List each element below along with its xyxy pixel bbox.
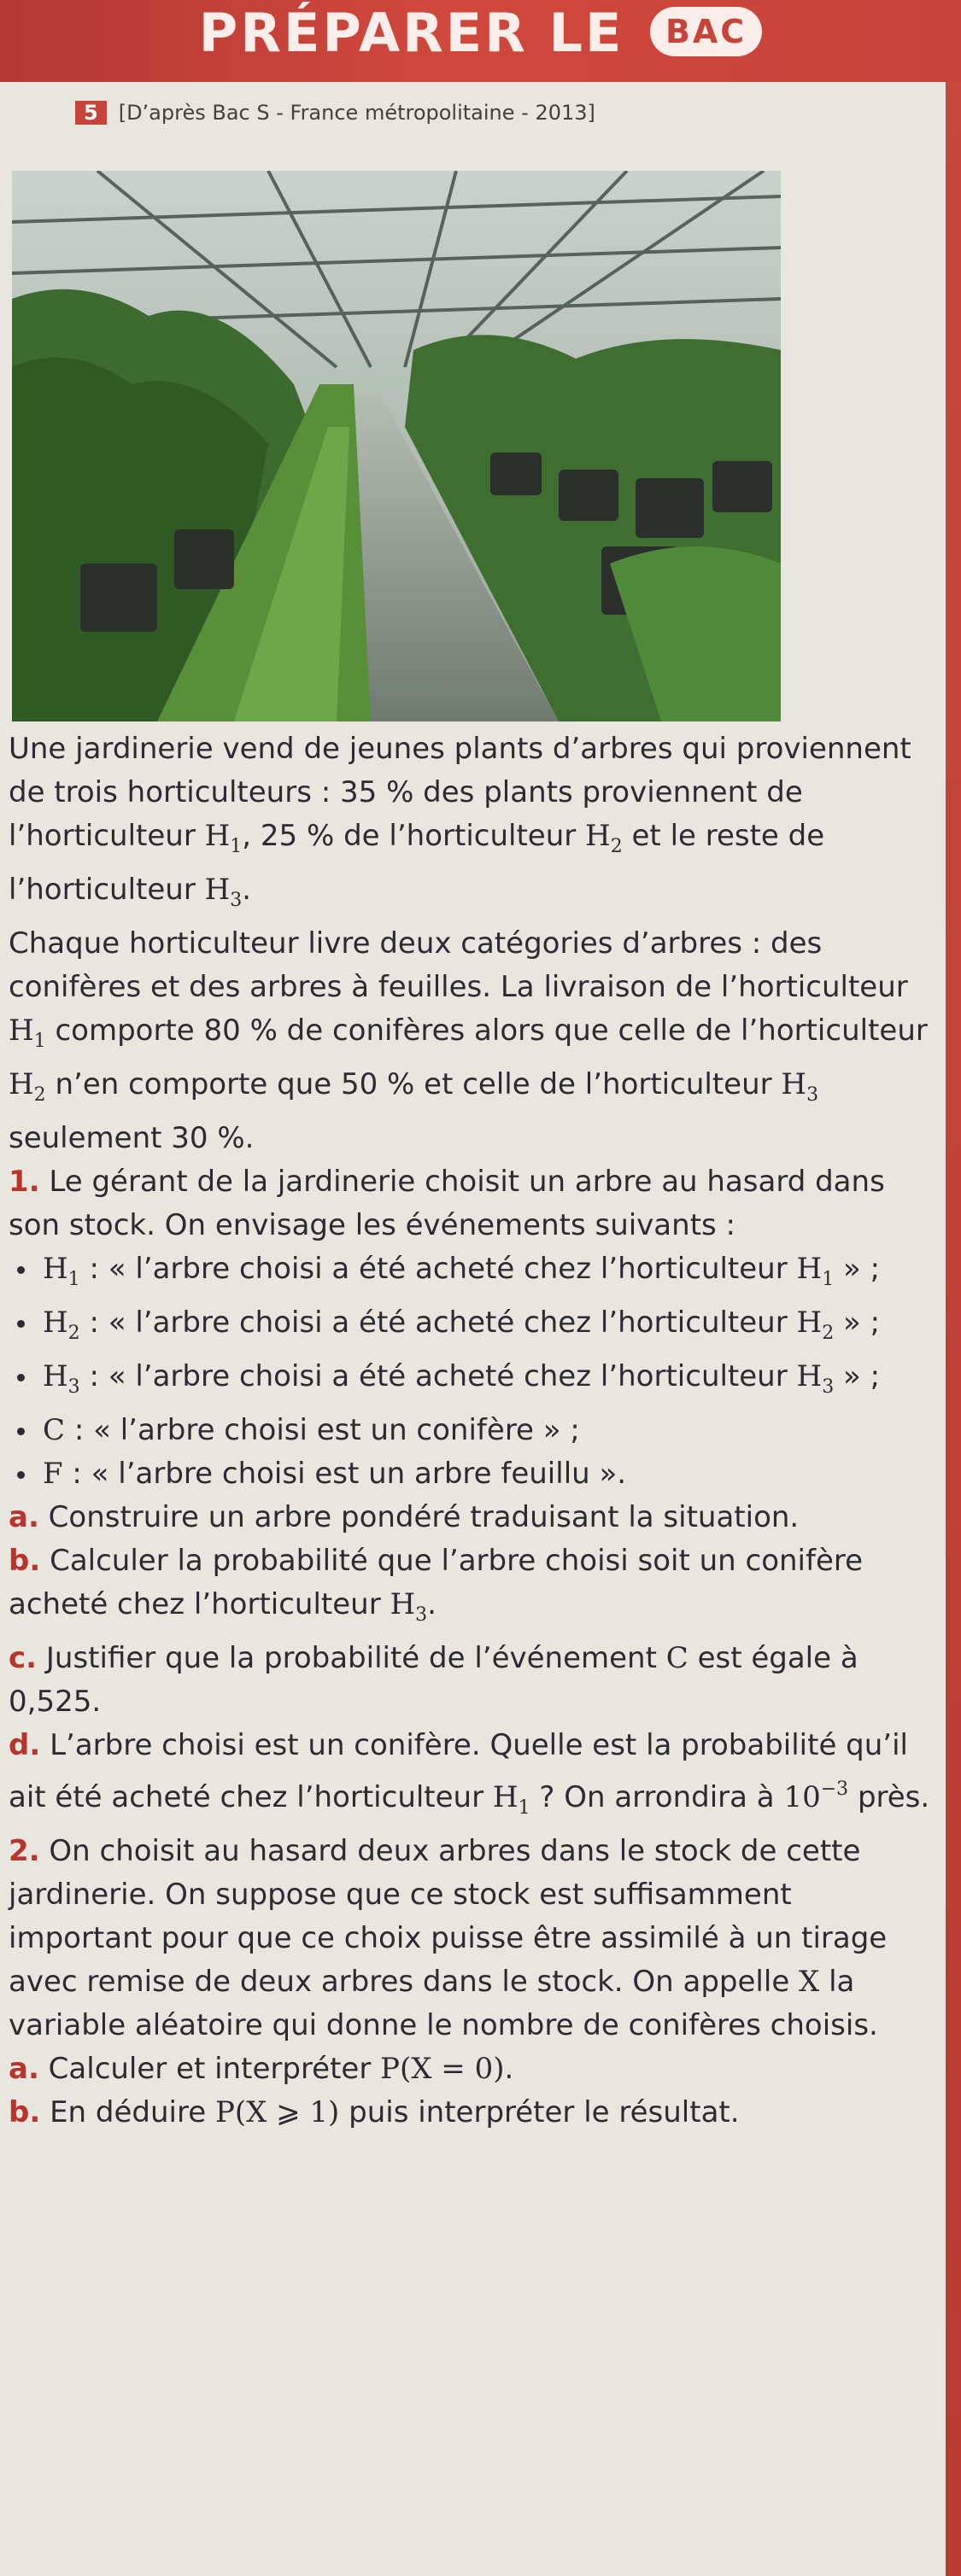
intro-block: [9, 727, 931, 2135]
event-item-h2: $H_2$ : « l’arbre choisi a été acheté chez l’horticulteur $H_2$ » ;: [9, 1301, 931, 1355]
question-1-number: 1.: [9, 1165, 40, 1199]
question-2: 2. On choisit au hasard deux arbres dans le stock de cette jardinerie. On suppose que ce stock est suffisamment important pour que ce choix puisse être assimilé à un tirage avec remise de deux arbres dans le stock. On appelle X la variable aléatoire qui donne le nombre de conifères choisis.: [9, 1834, 888, 2042]
event-item-f: F : « l’arbre choisi est un arbre feuillu ».: [9, 1452, 931, 1496]
exercise-source-line: [75, 101, 595, 125]
question-1b: b. Calculer la probabilité que l’arbre choisi soit un conifère acheté chez l’horticulteur $H_3$.: [9, 1544, 864, 1626]
header-title-text: PRÉPARER LE: [198, 2, 624, 64]
header-title: [0, 2, 961, 64]
question-1c: c. Justifier que la probabilité de l’événement C est égale à 0,525.: [9, 1641, 858, 1719]
event-item-c: C : « l’arbre choisi est un conifère » ;: [9, 1409, 931, 1452]
question-1d: d. L’arbre choisi est un conifère. Quelle est la probabilité qu’il ait été acheté chez l’horticulteur $H_1$ ? On arrondira à $10^{-3}$ près.: [9, 1728, 930, 1819]
question-2-number: 2.: [9, 1834, 40, 1868]
event-item-h3: $H_3$ : « l’arbre choisi a été acheté chez l’horticulteur $H_3$ » ;: [9, 1355, 931, 1409]
question-2b: b. En déduire P(X ⩾ 1) puis interpréter le résultat.: [9, 2095, 740, 2129]
question-2a: a. Calculer et interpréter P(X = 0).: [9, 2052, 514, 2086]
intro-paragraph-1: Une jardinerie vend de jeunes plants d’arbres qui proviennent de trois horticulteurs : 35 % des plants proviennent de l’horticulteur $H_1$, 25 % de l’horticulteur $H_2$ et le reste de l’horticulteur $H_3$.: [9, 732, 911, 911]
question-1: 1. Le gérant de la jardinerie choisit un arbre au hasard dans son stock. On envisage les événements suivants :: [9, 1165, 885, 1242]
exercise-source: [D’après Bac S - France métropolitaine - 2013]: [118, 101, 595, 125]
greenhouse-photo: [12, 171, 781, 721]
question-1a: a. Construire un arbre pondéré traduisant la situation.: [9, 1500, 800, 1534]
intro-paragraph-2: Chaque horticulteur livre deux catégories d’arbres : des conifères et des arbres à feuilles. La livraison de l’horticulteur $H_1$ comporte 80 % de conifères alors que celle de l’horticulteur $H_2$ n’en comporte que 50 % et celle de l’horticulteur $H_3$ seulement 30 %.: [9, 926, 928, 1155]
header-banner: [0, 0, 961, 82]
event-item-h1: $H_1$ : « l’arbre choisi a été acheté chez l’horticulteur $H_1$ » ;: [9, 1247, 931, 1301]
events-list: [9, 1247, 931, 1496]
bac-badge: BAC: [650, 7, 762, 56]
exercise-number: 5: [75, 101, 107, 125]
page-edge: [946, 82, 961, 2576]
